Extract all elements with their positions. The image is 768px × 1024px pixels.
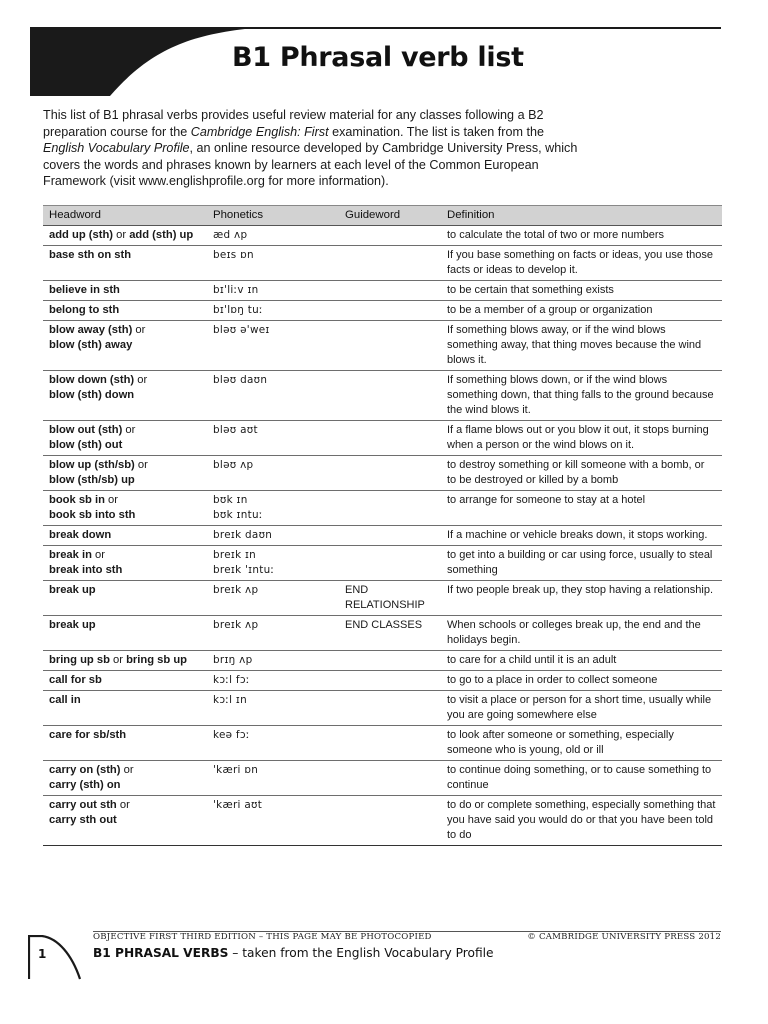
table-row (43, 301, 722, 321)
table-row (43, 491, 722, 526)
definition-cell: If a flame blows out or you blow it out, it stops burning when a person or the wind blows on it. (441, 421, 722, 456)
phonetics-primary: bɪ'liːv ɪn (213, 284, 259, 296)
guideword-cell (339, 281, 441, 301)
phonetics-cell (207, 796, 339, 846)
headword-primary: call in (49, 694, 81, 706)
headword-cell (43, 526, 207, 546)
headword-cell (43, 301, 207, 321)
phonetics-cell (207, 761, 339, 796)
headword-primary: carry on (sth) (49, 764, 121, 776)
headword-cell (43, 456, 207, 491)
phonetics-cell (207, 281, 339, 301)
phonetics-cell (207, 301, 339, 321)
phonetics-primary: breɪk ɪn (213, 549, 257, 561)
guideword-cell (339, 491, 441, 526)
phonetics-cell (207, 371, 339, 421)
headword-cell (43, 796, 207, 846)
headword-primary: blow out (sth) (49, 424, 123, 436)
intro-text-2: examination. The list is taken from the (328, 124, 544, 139)
phonetics-primary: bləʊ ə'weɪ (213, 324, 270, 336)
header-rule (30, 27, 721, 29)
table-row (43, 796, 722, 846)
headword-primary: book sb in (49, 494, 105, 506)
definition-cell: to be certain that something exists (441, 281, 722, 301)
page-number-tab-shape (28, 935, 88, 980)
headword-primary: break in (49, 549, 92, 561)
headword-primary: base sth on sth (49, 249, 132, 261)
guideword-cell (339, 301, 441, 321)
phonetics-primary: beɪs ɒn (213, 249, 254, 261)
phonetics-alternate: bʊk ɪntuː (213, 509, 263, 521)
phonetics-cell (207, 526, 339, 546)
headword-cell (43, 371, 207, 421)
headword-or: or (109, 654, 127, 666)
definition-cell: to care for a child until it is an adult (441, 651, 722, 671)
phonetics-primary: breɪk ʌp (213, 584, 259, 596)
intro-paragraph (43, 107, 583, 190)
definition-cell: to go to a place in order to collect someone (441, 671, 722, 691)
headword-or: or (104, 494, 118, 506)
phonetics-alternate: breɪk 'ɪntuː (213, 564, 275, 576)
headword-cell (43, 421, 207, 456)
table-row (43, 526, 722, 546)
table-row (43, 421, 722, 456)
phonetics-cell (207, 546, 339, 581)
headword-primary: break up (49, 584, 96, 596)
table-row (43, 761, 722, 796)
headword-primary: blow away (sth) (49, 324, 133, 336)
definition-cell: to continue doing something, or to cause something to continue (441, 761, 722, 796)
definition-cell: to visit a place or person for a short time, usually while you are going somewhere else (441, 691, 722, 726)
headword-cell (43, 726, 207, 761)
headword-alternate: carry sth out (49, 814, 117, 826)
guideword-cell (339, 761, 441, 796)
page-number: 1 (38, 947, 47, 961)
table-row (43, 671, 722, 691)
definition-cell: If something blows away, or if the wind blows something away, that thing moves because the wind blows it. (441, 321, 722, 371)
phonetics-cell (207, 691, 339, 726)
table-row (43, 581, 722, 616)
footer-title-strong: B1 PHRASAL VERBS (93, 946, 229, 960)
intro-course-name: Cambridge English: First (190, 124, 329, 139)
headword-cell (43, 546, 207, 581)
phrasal-verb-table (43, 205, 722, 846)
headword-alternate: blow (sth) down (49, 389, 135, 401)
footer-edition-note: OBJECTIVE FIRST THIRD EDITION – THIS PAGE MAY BE PHOTOCOPIED (93, 932, 432, 942)
headword-or: or (134, 459, 148, 471)
phonetics-primary: keə fɔː (213, 729, 250, 741)
phonetics-cell (207, 456, 339, 491)
headword-or: or (132, 324, 146, 336)
guideword-cell (339, 671, 441, 691)
headword-primary: belong to sth (49, 304, 120, 316)
headword-primary: care for sb/sth (49, 729, 127, 741)
table-row (43, 246, 722, 281)
table-row (43, 226, 722, 246)
headword-or: or (113, 229, 130, 241)
phonetics-cell (207, 421, 339, 456)
headword-cell (43, 281, 207, 301)
headword-or: or (122, 424, 136, 436)
headword-alternate: book sb into sth (49, 509, 136, 521)
intro-text-1: This list of B1 phrasal verbs provides useful review material for any classes following a B2 preparation course for the (43, 108, 544, 139)
headword-cell (43, 691, 207, 726)
guideword-cell (339, 456, 441, 491)
phonetics-primary: æd ʌp (213, 229, 248, 241)
header-guideword: Guideword (339, 206, 441, 226)
guideword-cell (339, 371, 441, 421)
guideword-cell (339, 226, 441, 246)
guideword-cell (339, 691, 441, 726)
headword-alternate: bring sb up (126, 654, 187, 666)
phonetics-primary: 'kæri ɒn (213, 764, 259, 776)
headword-or: or (134, 374, 148, 386)
guideword-cell (339, 526, 441, 546)
guideword-cell (339, 546, 441, 581)
footer-copyright: © CAMBRIDGE UNIVERSITY PRESS 2012 (527, 932, 721, 942)
headword-primary: believe in sth (49, 284, 120, 296)
definition-cell: to be a member of a group or organization (441, 301, 722, 321)
headword-or: or (116, 799, 130, 811)
definition-cell: to arrange for someone to stay at a hotel (441, 491, 722, 526)
table-row (43, 546, 722, 581)
phonetics-primary: bɪ'lɒŋ tuː (213, 304, 263, 316)
table-header-row (43, 206, 722, 226)
phonetics-primary: bləʊ ʌp (213, 459, 254, 471)
footer-title (93, 946, 494, 960)
definition-cell: If you base something on facts or ideas, you use those facts or ideas to develop it. (441, 246, 722, 281)
headword-cell (43, 671, 207, 691)
phonetics-primary: 'kæri aʊt (213, 799, 263, 811)
guideword-cell (339, 421, 441, 456)
table-row (43, 321, 722, 371)
table-row (43, 651, 722, 671)
phonetics-primary: bʊk ɪn (213, 494, 248, 506)
headword-cell (43, 761, 207, 796)
definition-cell: If two people break up, they stop having a relationship. (441, 581, 722, 616)
definition-cell: to destroy something or kill someone with a bomb, or to be destroyed or killed by a bomb (441, 456, 722, 491)
headword-primary: add up (sth) (49, 229, 114, 241)
headword-primary: carry out sth (49, 799, 117, 811)
guideword-cell: END RELATIONSHIP (339, 581, 441, 616)
definition-cell: to do or complete something, especially something that you have said you would do or that you have been told to do (441, 796, 722, 846)
guideword-cell (339, 796, 441, 846)
definition-cell: When schools or colleges break up, the end and the holidays begin. (441, 616, 722, 651)
footer-title-rest: – taken from the English Vocabulary Profile (228, 946, 494, 960)
page-title: B1 Phrasal verb list (232, 42, 524, 73)
headword-alternate: blow (sth/sb) up (49, 474, 135, 486)
phonetics-cell (207, 671, 339, 691)
intro-text-3: , an online resource developed by Cambridge University Press, which covers the words and phrases known by learners at each level of the Common European Framework (visit www.englishprofile.org for more information). (43, 141, 578, 188)
phonetics-primary: kɔːl fɔː (213, 674, 250, 686)
phonetics-cell (207, 581, 339, 616)
header-definition: Definition (441, 206, 722, 226)
table-row (43, 281, 722, 301)
intro-profile-name: English Vocabulary Profile (43, 141, 190, 155)
headword-primary: call for sb (49, 674, 102, 686)
definition-cell: to calculate the total of two or more numbers (441, 226, 722, 246)
phonetics-primary: breɪk daʊn (213, 529, 273, 541)
phonetics-primary: brɪŋ ʌp (213, 654, 253, 666)
table-row (43, 726, 722, 761)
headword-cell (43, 226, 207, 246)
table-row (43, 691, 722, 726)
header-headword: Headword (43, 206, 207, 226)
phonetics-cell (207, 616, 339, 651)
guideword-cell (339, 726, 441, 761)
headword-cell (43, 321, 207, 371)
headword-alternate: blow (sth) out (49, 439, 123, 451)
headword-alternate: carry (sth) on (49, 779, 121, 791)
headword-primary: break up (49, 619, 96, 631)
guideword-cell: END CLASSES (339, 616, 441, 651)
definition-cell: to look after someone or something, especially someone who is young, old or ill (441, 726, 722, 761)
table-body (43, 226, 722, 846)
headword-primary: break down (49, 529, 112, 541)
header-banner-shape (0, 0, 260, 100)
headword-cell (43, 246, 207, 281)
phonetics-primary: kɔːl ɪn (213, 694, 247, 706)
headword-cell (43, 616, 207, 651)
headword-primary: blow up (sth/sb) (49, 459, 135, 471)
phonetics-primary: bləʊ daʊn (213, 374, 268, 386)
table-row (43, 371, 722, 421)
phonetics-cell (207, 651, 339, 671)
guideword-cell (339, 321, 441, 371)
table-row (43, 456, 722, 491)
phonetics-cell (207, 246, 339, 281)
definition-cell: If a machine or vehicle breaks down, it stops working. (441, 526, 722, 546)
definition-cell: If something blows down, or if the wind blows something down, that thing falls to the ground because the wind blows it. (441, 371, 722, 421)
phonetics-primary: bləʊ aʊt (213, 424, 258, 436)
headword-alternate: add (sth) up (129, 229, 194, 241)
headword-primary: bring up sb (49, 654, 110, 666)
guideword-cell (339, 651, 441, 671)
header-phonetics: Phonetics (207, 206, 339, 226)
headword-primary: blow down (sth) (49, 374, 135, 386)
headword-or: or (91, 549, 105, 561)
phonetics-cell (207, 321, 339, 371)
phonetics-cell (207, 226, 339, 246)
phonetics-cell (207, 726, 339, 761)
definition-cell: to get into a building or car using force, usually to steal something (441, 546, 722, 581)
headword-cell (43, 651, 207, 671)
headword-alternate: blow (sth) away (49, 339, 133, 351)
guideword-cell (339, 246, 441, 281)
headword-alternate: break into sth (49, 564, 123, 576)
headword-cell (43, 581, 207, 616)
phonetics-cell (207, 491, 339, 526)
phonetics-primary: breɪk ʌp (213, 619, 259, 631)
headword-cell (43, 491, 207, 526)
headword-or: or (120, 764, 134, 776)
table-row (43, 616, 722, 651)
